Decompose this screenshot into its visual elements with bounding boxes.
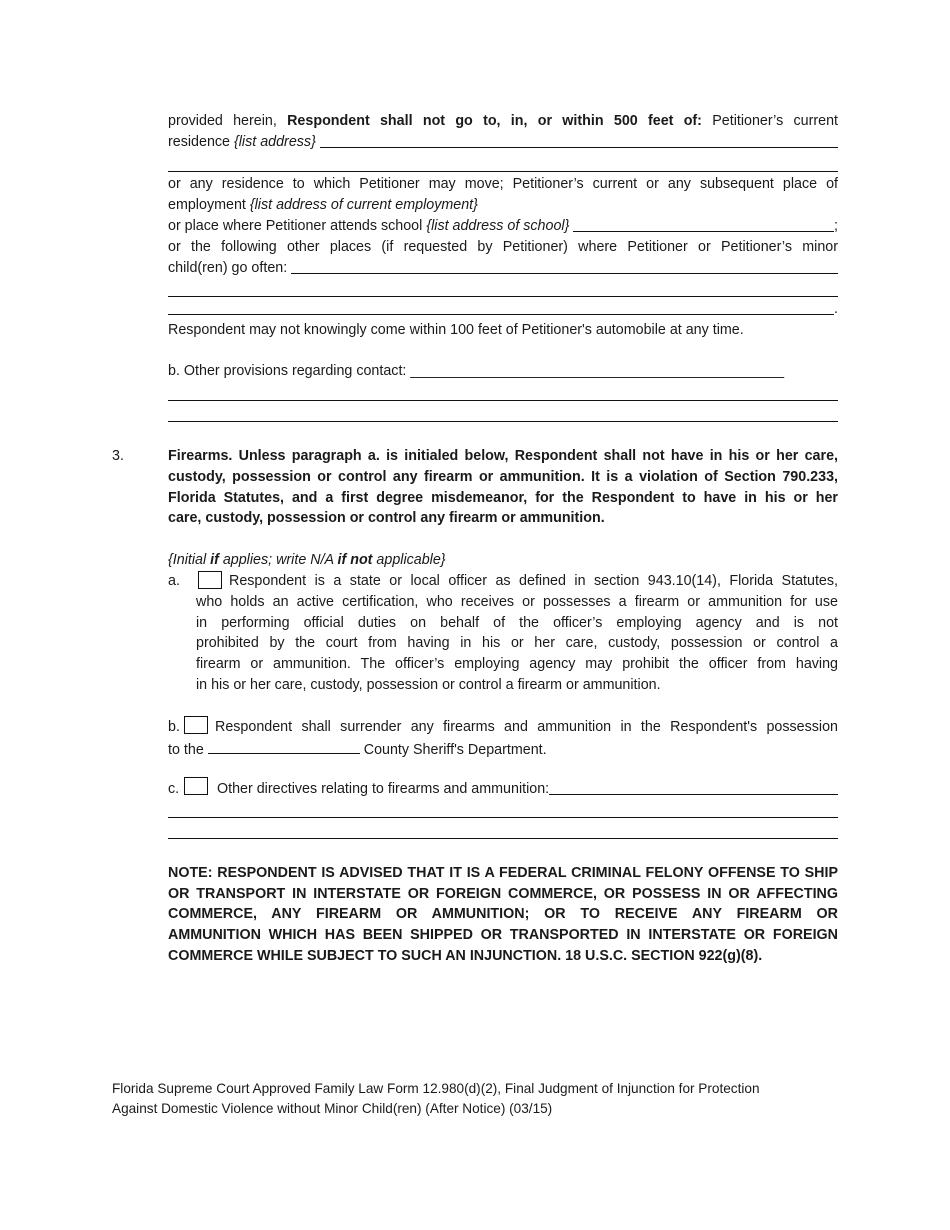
- other-places-line: or the following other places (if requested by Petitioner) where Petitioner or Petitioner’s minor: [168, 239, 838, 255]
- residence-bold-text: Respondent shall not go to, in, or within 500 feet of:: [287, 113, 702, 129]
- residence-address-field[interactable]: [320, 132, 838, 148]
- residence-blank-line[interactable]: [168, 171, 838, 172]
- other-directives-blank-line-1[interactable]: [168, 817, 838, 818]
- section-number: 3.: [112, 448, 124, 464]
- footer-line-2: Against Domestic Violence without Minor Child(ren) (After Notice) (03/15): [112, 1101, 553, 1116]
- initial-instruction: {Initial if applies; write N/A if not applicable}: [168, 552, 446, 568]
- other-contact-line: b. Other provisions regarding contact: _______________________________________________: [168, 363, 785, 379]
- firearms-line-3: Florida Statutes, and a first degree misdemeanor, for the Respondent to have in his or her: [168, 490, 838, 506]
- other-places-blank-line-2[interactable]: [168, 299, 834, 315]
- firearms-line-4: care, custody, possession or control any firearm or ammunition.: [168, 510, 605, 526]
- item-c-label: c.: [168, 781, 180, 797]
- item-a-line-1: Respondent is a state or local officer as defined in section 943.10(14), Florida Statutes,: [229, 573, 838, 589]
- note-line-4: AMMUNITION WHICH HAS BEEN SHIPPED OR TRANSPORTED IN INTERSTATE OR FOREIGN: [168, 927, 838, 943]
- initial-box-c[interactable]: [184, 777, 208, 795]
- other-directives-blank-line-2[interactable]: [168, 838, 838, 839]
- firearms-line-2: custody, possession or control any firearm or ammunition. It is a violation of Section 790.233,: [168, 469, 838, 485]
- note-line-2: OR TRANSPORT IN INTERSTATE OR FOREIGN COMMERCE, OR POSSESS IN OR AFFECTING: [168, 886, 838, 902]
- county-field[interactable]: [208, 738, 360, 754]
- other-places-line-2: child(ren) go often:: [168, 258, 838, 279]
- residence-line-1: provided herein, Respondent shall not go to, in, or within 500 feet of: Petitioner’s current: [168, 113, 838, 129]
- note-line-5: COMMERCE WHILE SUBJECT TO SUCH AN INJUNCTION. 18 U.S.C. SECTION 922(g)(8).: [168, 948, 763, 964]
- item-a-label: a.: [168, 573, 180, 589]
- school-address-field[interactable]: [573, 216, 834, 232]
- initial-box-a[interactable]: [198, 571, 222, 589]
- item-a-line-6: in his or her care, custody, possession or control a firearm or ammunition.: [196, 677, 661, 693]
- other-directives-field[interactable]: [549, 779, 838, 795]
- firearms-line-1: Firearms. Unless paragraph a. is initialed below, Respondent shall not have in his or her care,: [168, 448, 838, 464]
- other-contact-blank-line-1[interactable]: [168, 400, 838, 401]
- other-contact-blank[interactable]: _______________________________________________: [410, 363, 785, 379]
- note-line-1: NOTE: RESPONDENT IS ADVISED THAT IT IS A FEDERAL CRIMINAL FELONY OFFENSE TO SHIP: [168, 865, 838, 881]
- item-a-line-4: prohibited by the court from having in his or her care, custody, possession or control a: [196, 635, 838, 651]
- item-c-line: Other directives relating to firearms and ammunition:: [217, 779, 838, 800]
- note-line-3: COMMERCE, ANY FIREARM OR AMMUNITION; OR TO RECEIVE ANY FIREARM OR: [168, 906, 838, 922]
- other-places-blank-line-1[interactable]: [168, 296, 838, 297]
- automobile-line: Respondent may not knowingly come within 100 feet of Petitioner's automobile at any time.: [168, 322, 744, 338]
- other-places-line-3: .: [168, 299, 838, 320]
- employment-line-1: or any residence to which Petitioner may move; Petitioner’s current or any subsequent place of: [168, 176, 838, 192]
- employment-line-2: employment {list address of current employment}: [168, 197, 478, 213]
- item-a-line-2: who holds an active certification, who receives or possesses a firearm or ammunition for use: [196, 594, 838, 610]
- footer-line-1: Florida Supreme Court Approved Family Law Form 12.980(d)(2), Final Judgment of Injunction for Protection: [112, 1081, 760, 1096]
- item-a-line-5: firearm or ammunition. The officer’s employing agency may prohibit the officer from having: [196, 656, 838, 672]
- item-b-line-1: Respondent shall surrender any firearms and ammunition in the Respondent's possession: [215, 719, 838, 735]
- item-a-line-3: in performing official duties on behalf of the officer’s employing agency and is not: [196, 615, 838, 631]
- item-b-line-2: to the County Sheriff's Department.: [168, 738, 838, 759]
- school-line: or place where Petitioner attends school {list address of school} ;: [168, 218, 838, 234]
- residence-line-2: residence {list address}: [168, 132, 838, 153]
- initial-box-b[interactable]: [184, 716, 208, 734]
- item-b-label: b.: [168, 719, 180, 735]
- other-places-field[interactable]: [291, 258, 838, 274]
- other-contact-blank-line-2[interactable]: [168, 421, 838, 422]
